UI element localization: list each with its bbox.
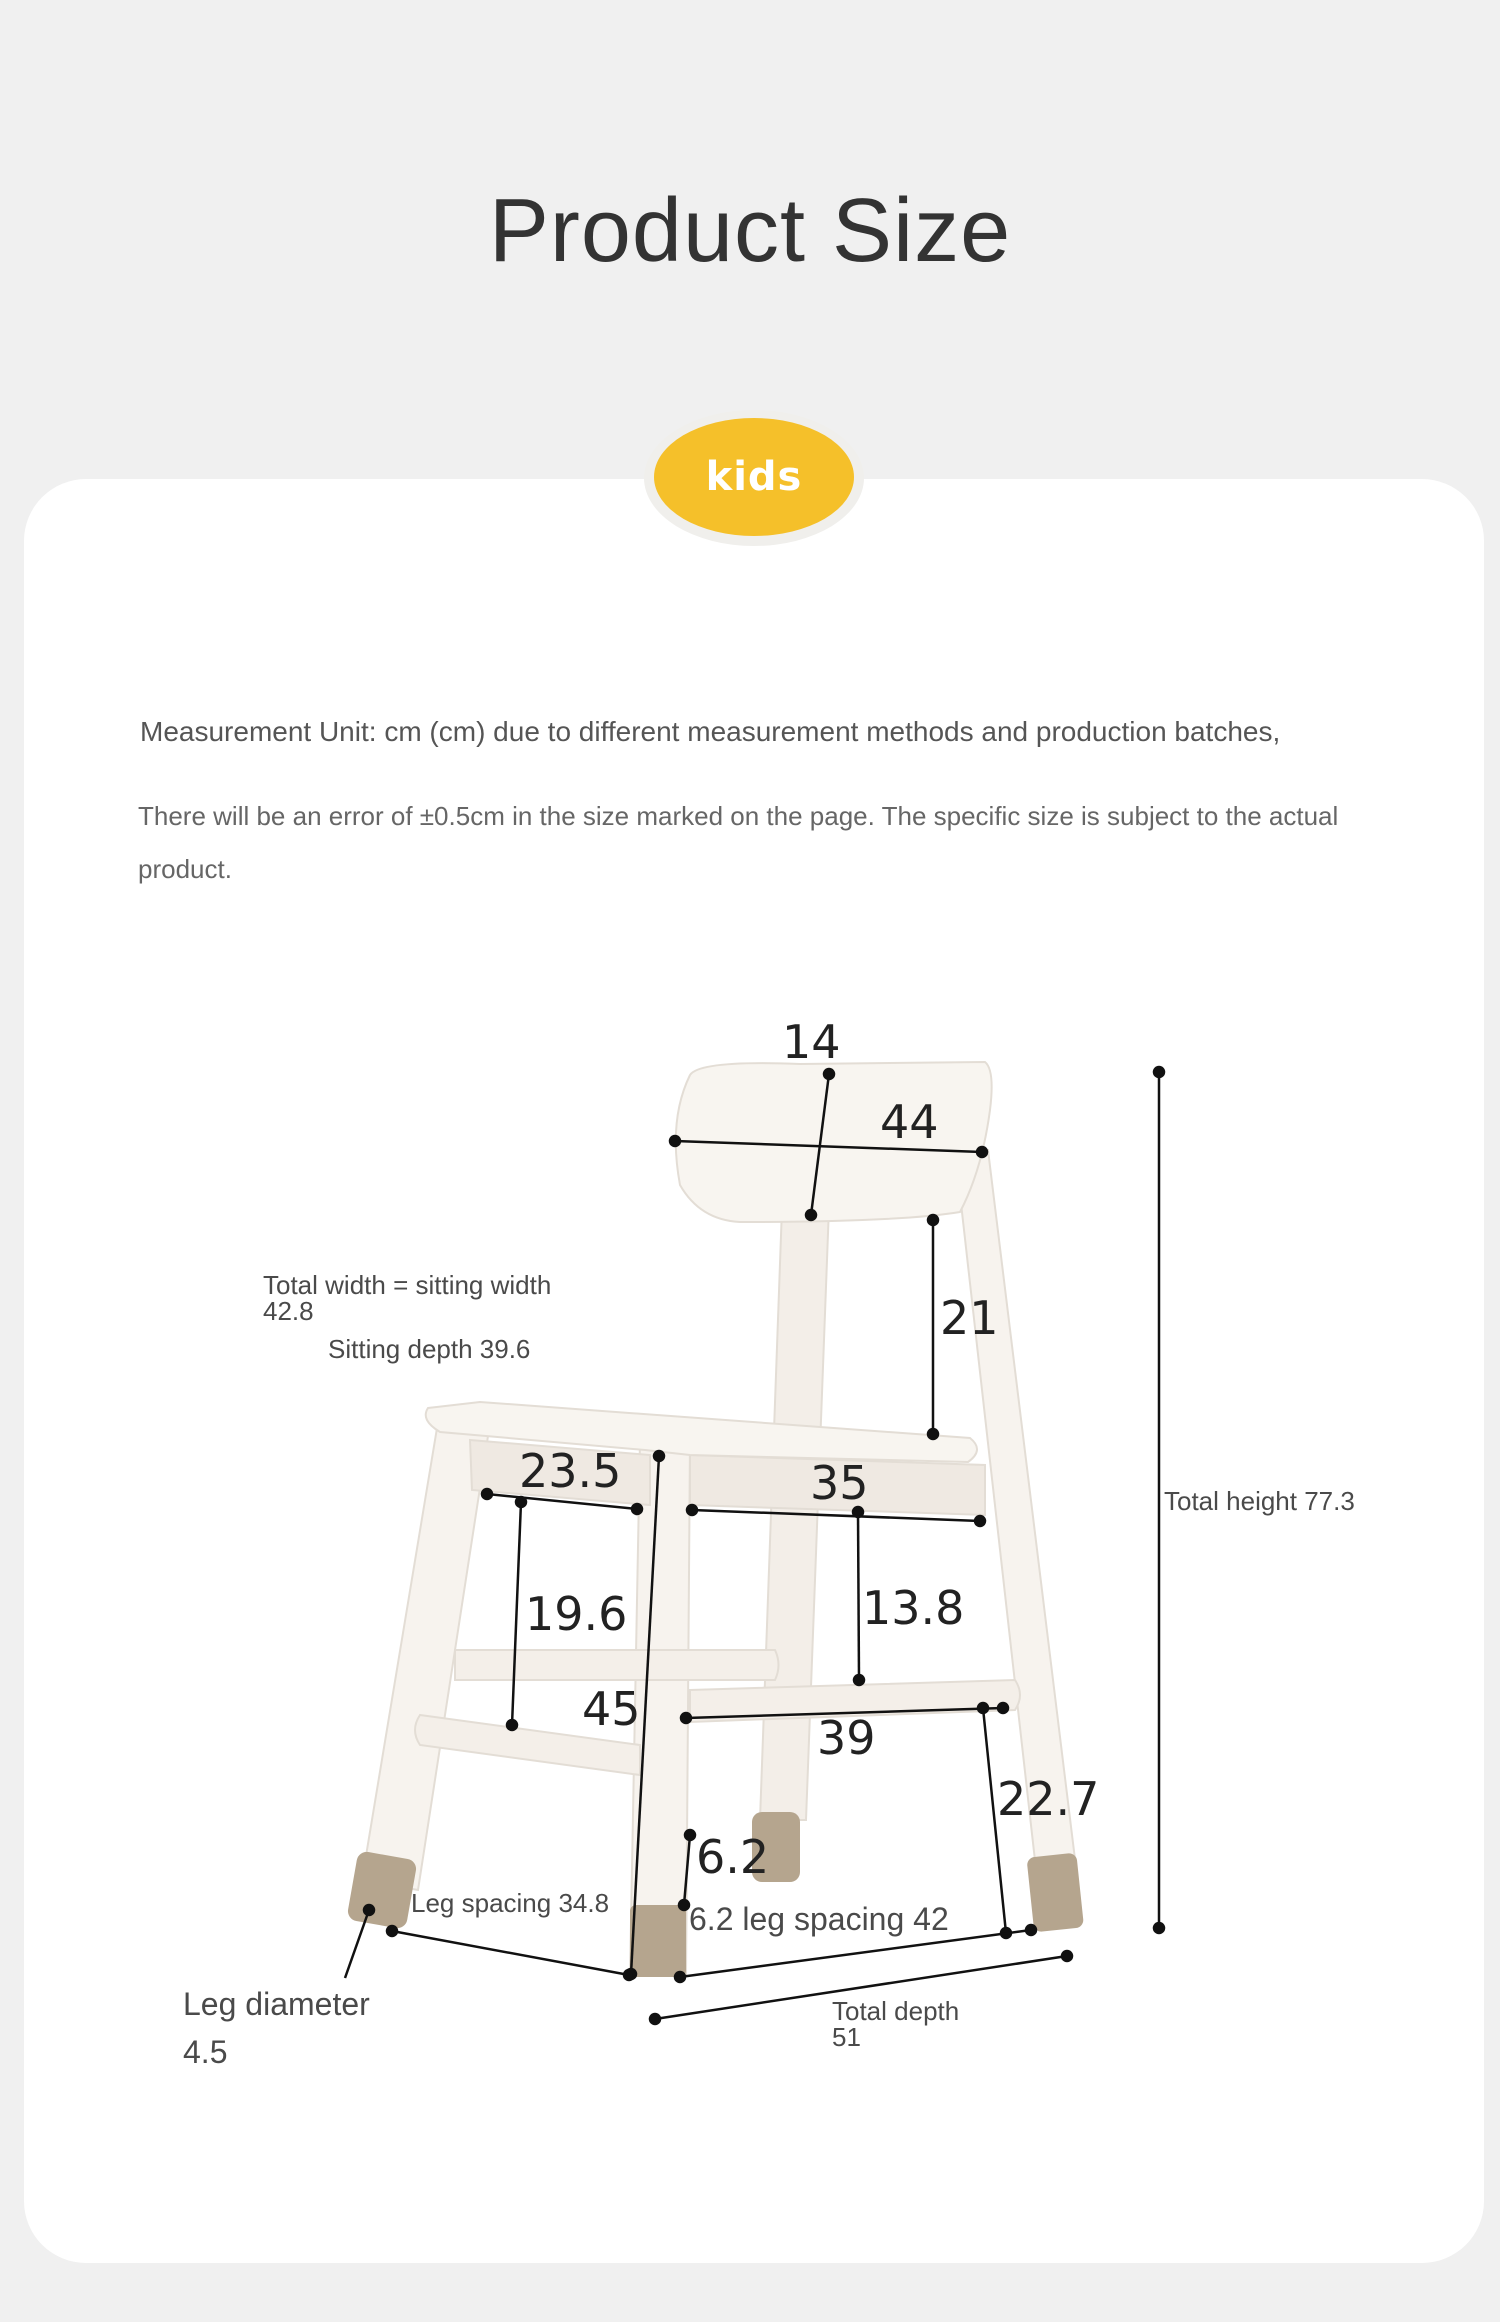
dim-dot — [650, 2014, 660, 2024]
dim-foot-cap: 6.2 — [696, 1830, 770, 1884]
kids-badge: kids — [654, 418, 854, 536]
dim-dot — [854, 1675, 864, 1685]
dim-backrest-width: 44 — [880, 1095, 939, 1149]
total-height-label: Total height 77.3 — [1164, 1486, 1355, 1516]
measurement-note: Measurement Unit: cm (cm) due to different measurement methods and production batches, — [140, 716, 1281, 747]
dim-dot — [977, 1147, 987, 1157]
dim-back-gap: 21 — [940, 1291, 999, 1345]
leg-spacing-side-label: Leg spacing 34.8 — [411, 1888, 610, 1918]
dim-dot — [928, 1429, 938, 1439]
error-note: There will be an error of ±0.5cm in the size marked on the page. The specific size is subject to the actual product. — [138, 801, 1339, 884]
dim-seat-front-width: 35 — [810, 1456, 869, 1510]
dim-front-rung-width: 39 — [817, 1711, 876, 1765]
sitting-depth-label: Sitting depth 39.6 — [328, 1334, 531, 1364]
dim-dot — [632, 1504, 642, 1514]
dim-dot — [679, 1900, 689, 1910]
dim-line-front-drop — [858, 1512, 859, 1680]
front-leg-right-cap — [630, 1905, 686, 1977]
rear-leg-right-cap — [1026, 1853, 1084, 1933]
side-rung-back — [455, 1650, 779, 1680]
dim-dot — [654, 1451, 664, 1461]
total-width-label-line2: 42.8 — [263, 1296, 314, 1326]
dim-dot — [928, 1215, 938, 1225]
front-leg-left-cap — [346, 1850, 417, 1929]
dim-line-leg-spacing-side — [392, 1931, 629, 1975]
dim-backrest-height: 14 — [782, 1015, 841, 1069]
dim-dot — [387, 1926, 397, 1936]
dim-seat-height: 45 — [582, 1682, 641, 1736]
total-depth-label-line2: 51 — [832, 2022, 861, 2052]
dim-dot — [975, 1516, 985, 1526]
dim-dot — [806, 1210, 816, 1220]
dim-apron-to-side-rung: 19.6 — [525, 1587, 628, 1641]
dim-dot — [670, 1136, 680, 1146]
dim-dot — [681, 1713, 691, 1723]
dim-dot — [1154, 1067, 1164, 1077]
dim-dot — [675, 1972, 685, 1982]
page-title: Product Size — [488, 181, 1012, 281]
dim-apron-to-front-rung: 13.8 — [862, 1581, 965, 1635]
leg-diameter-label-line2: 4.5 — [183, 2034, 228, 2070]
dim-dot — [978, 1703, 988, 1713]
dim-dot — [364, 1905, 374, 1915]
dim-rung-to-floor: 22.7 — [997, 1772, 1100, 1826]
leg-diameter-label-line1: Leg diameter — [183, 1986, 370, 2022]
dim-seat-side-width: 23.5 — [519, 1444, 622, 1498]
dim-line-side-drop — [512, 1502, 521, 1725]
total-depth-label-line1: Total depth — [832, 1996, 960, 2026]
dim-dot — [824, 1069, 834, 1079]
dim-dot — [482, 1489, 492, 1499]
dim-dot — [1154, 1923, 1164, 1933]
total-width-label-line1: Total width = sitting width — [263, 1270, 552, 1300]
total-width-label — [263, 1272, 551, 1324]
dim-dot — [507, 1720, 517, 1730]
dim-dot — [687, 1505, 697, 1515]
dim-dot — [998, 1703, 1008, 1713]
dim-dot — [624, 1970, 634, 1980]
dim-dot — [685, 1830, 695, 1840]
dim-dot — [1062, 1951, 1072, 1961]
leg-diameter-label — [183, 1980, 370, 2076]
dim-dot — [1026, 1925, 1036, 1935]
dim-dot — [516, 1497, 526, 1507]
total-depth-label — [832, 1998, 959, 2050]
leg-spacing-front-label: 6.2 leg spacing 42 — [689, 1901, 949, 1937]
